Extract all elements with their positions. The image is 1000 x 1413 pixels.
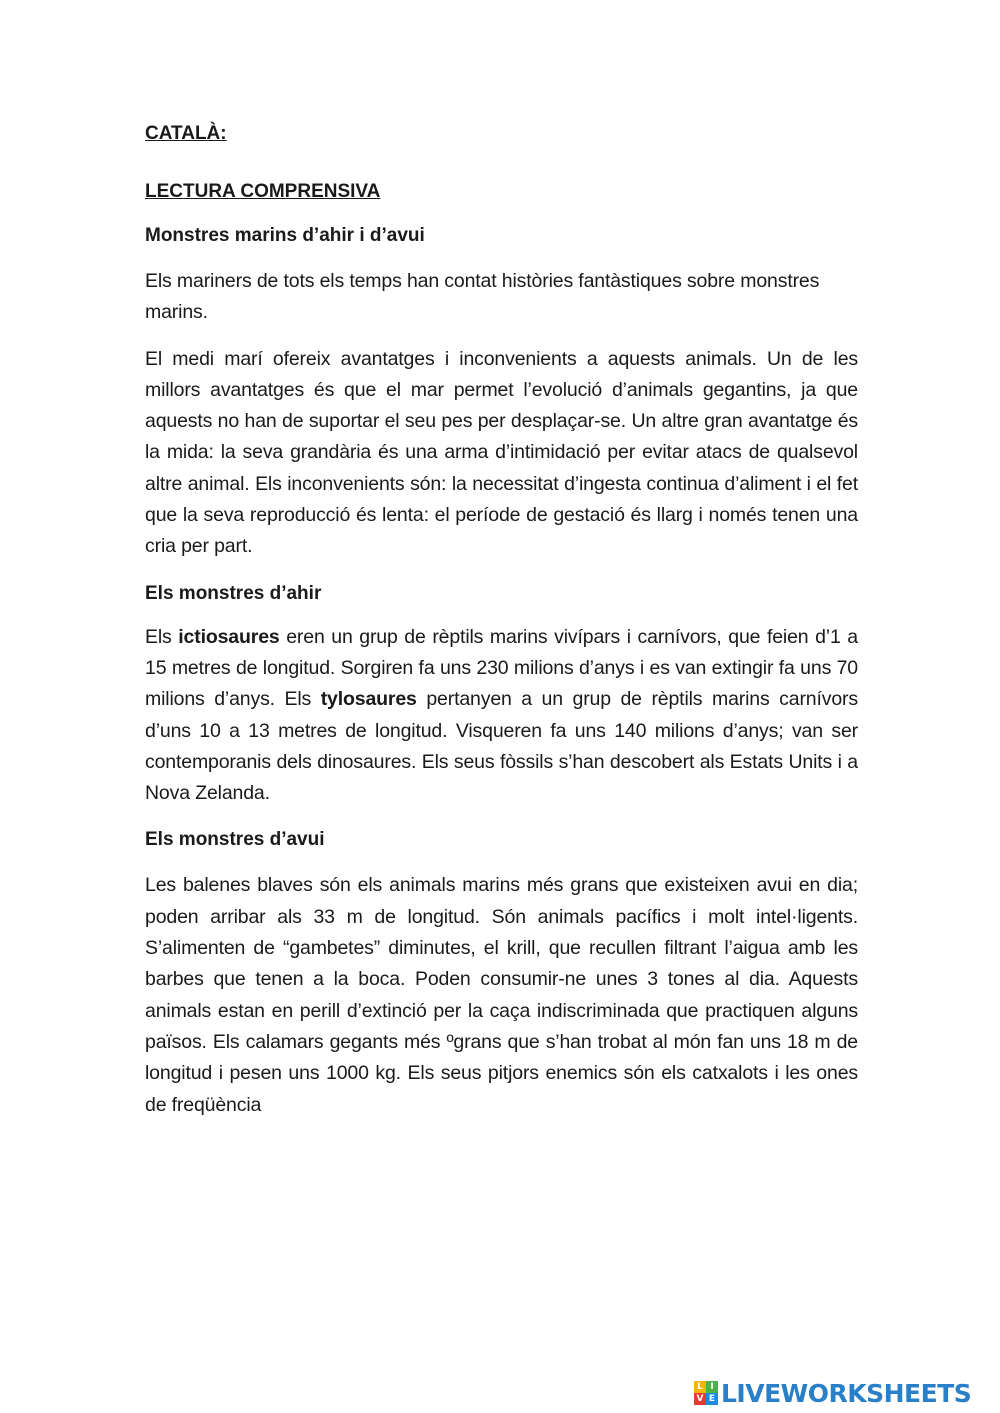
document-body: [145, 118, 858, 1121]
intro-paragraph: Els mariners de tots els temps han contat històries fantàstiques sobre monstres marins.: [145, 270, 820, 324]
liveworksheets-logo-text: LIVEWORKSHEETS: [721, 1378, 972, 1408]
liveworksheets-logo-icon: [694, 1381, 718, 1405]
subheading-present-monsters: Els monstres d’avui: [145, 829, 325, 851]
paragraph-text: pertanyen a un grup de rèptils marins carnívors d’uns 10 a 13 metres de longitud. Visqueren fa uns 140 milions d’anys; van ser contemporanis dels dinosaures. Els seus fòssils s’han descobert als Estats Units i a Nova Zelanda.: [145, 688, 858, 805]
article-title: Monstres marins d’ahir i d’avui: [145, 225, 425, 246]
paragraph-marine-environment: El medi marí ofereix avantatges i inconvenients a aquests animals. Un de les millors avantatges és que el mar permet l’evolució d’animals gegantins, ja que aquests no han de suportar el seu pes per desplaçar-se. Un altre gran avantatge és la mida: la seva grandària és una arma d’intimidació per evitar atacs de qualsevol altre animal. Els inconvenients són: la necessitat d’ingesta continua d’aliment i el fet que la seva reproducció és lenta: el període de gestació és llarg i només tenen una cria per part.: [145, 347, 858, 558]
paragraph-text: Els: [145, 625, 179, 648]
term-ictiosaures: ictiosaures: [178, 625, 280, 648]
logo-icon-cell: V: [694, 1393, 706, 1405]
term-tylosaures: tylosaures: [320, 688, 417, 711]
paragraph-present-monsters: Les balenes blaves són els animals marins més grans que existeixen avui en dia; poden arribar als 33 m de longitud. Són animals pacífics i molt intel·ligents. S’alimenten de “gambetes” diminutes, el krill, que recullen filtrant l’aigua amb les barbes que tenen a la boca. Poden consumir-ne unes 3 tones al dia. Aquests animals estan en perill d’extinció per la caça indiscriminada que practiquen alguns països. Els calamars gegants més ºgrans que s’han trobat al món fan uns 18 m de longitud i pesen uns 1000 kg. Els seus pitjors enemics són els catxalots i les ones de freqüència: [145, 874, 858, 1116]
subheading-past-monsters: Els monstres d’ahir: [145, 582, 322, 604]
paragraph-past-monsters: [145, 622, 858, 810]
paragraph-text: eren un grup de rèptils marins vivípars i carnívors, que feien d’1 a 15 metres de longitud. Sorgiren fa uns 230 milions d’anys i es van extingir fa uns 70 milions d’anys. Els: [145, 625, 858, 711]
subject-heading: CATALÀ:: [145, 123, 227, 144]
logo-icon-cell: E: [706, 1393, 718, 1405]
liveworksheets-logo: [694, 1378, 971, 1408]
section-heading: LECTURA COMPRENSIVA: [145, 181, 381, 202]
logo-icon-cell: L: [694, 1381, 706, 1393]
logo-icon-cell: I: [706, 1381, 718, 1393]
